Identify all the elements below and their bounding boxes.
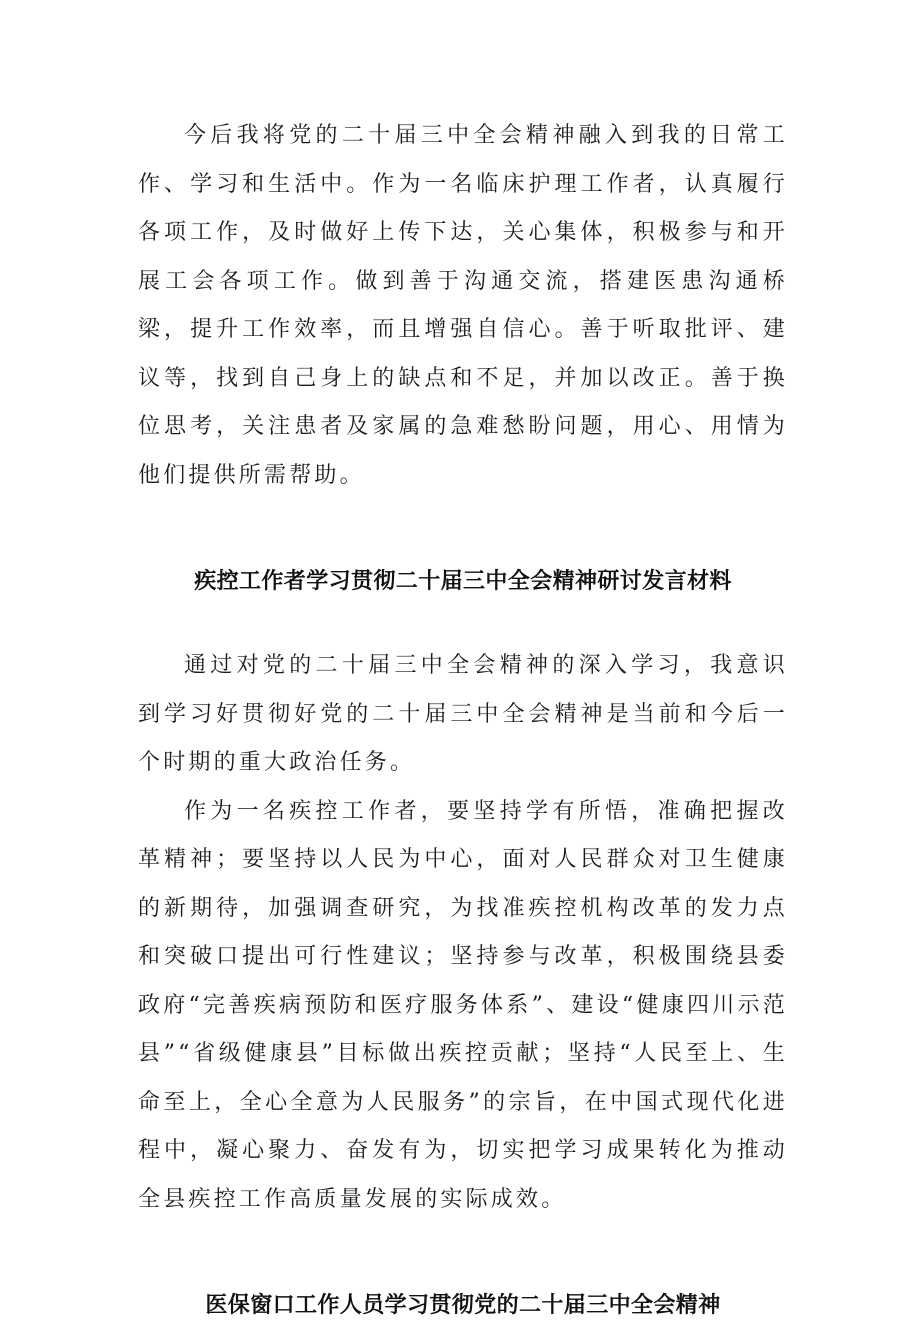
section-heading-disease-control: 疾控工作者学习贯彻二十届三中全会精神研讨发言材料 [194, 569, 732, 594]
document-page [138, 112, 788, 1328]
section-heading-medical-insurance: 医保窗口工作人员学习贯彻党的二十届三中全会精神 [205, 1293, 721, 1318]
paragraph-study-reflection: 通过对党的二十届三中全会精神的深入学习，我意识到学习好贯彻好党的二十届三中全会精神是当前和今后一个时期的重大政治任务。 [138, 653, 788, 775]
paragraph-disease-control-commitment: 作为一名疾控工作者，要坚持学有所悟，准确把握改革精神；要坚持以人民为中心，面对人民群众对卫生健康的新期待，加强调查研究，为找准疾控机构改革的发力点和突破口提出可行性建议；坚持参与改革，积极围绕县委政府“完善疾病预防和医疗服务体系”、建设“健康四川示范县”“省级健康县”目标做出疾控贡献；坚持“人民至上、生命至上，全心全意为人民服务”的宗旨，在中国式现代化进程中，凝心聚力、奋发有为，切实把学习成果转化为推动全县疾控工作高质量发展的实际成效。 [138, 798, 788, 1212]
closing-paragraph-nursing: 今后我将党的二十届三中全会精神融入到我的日常工作、学习和生活中。作为一名临床护理工作者，认真履行各项工作，及时做好上传下达，关心集体，积极参与和开展工会各项工作。做到善于沟通交流，搭建医患沟通桥梁，提升工作效率，而且增强自信心。善于听取批评、建议等，找到自己身上的缺点和不足，并加以改正。善于换位思考，关注患者及家属的急难愁盼问题，用心、用情为他们提供所需帮助。 [138, 123, 788, 488]
